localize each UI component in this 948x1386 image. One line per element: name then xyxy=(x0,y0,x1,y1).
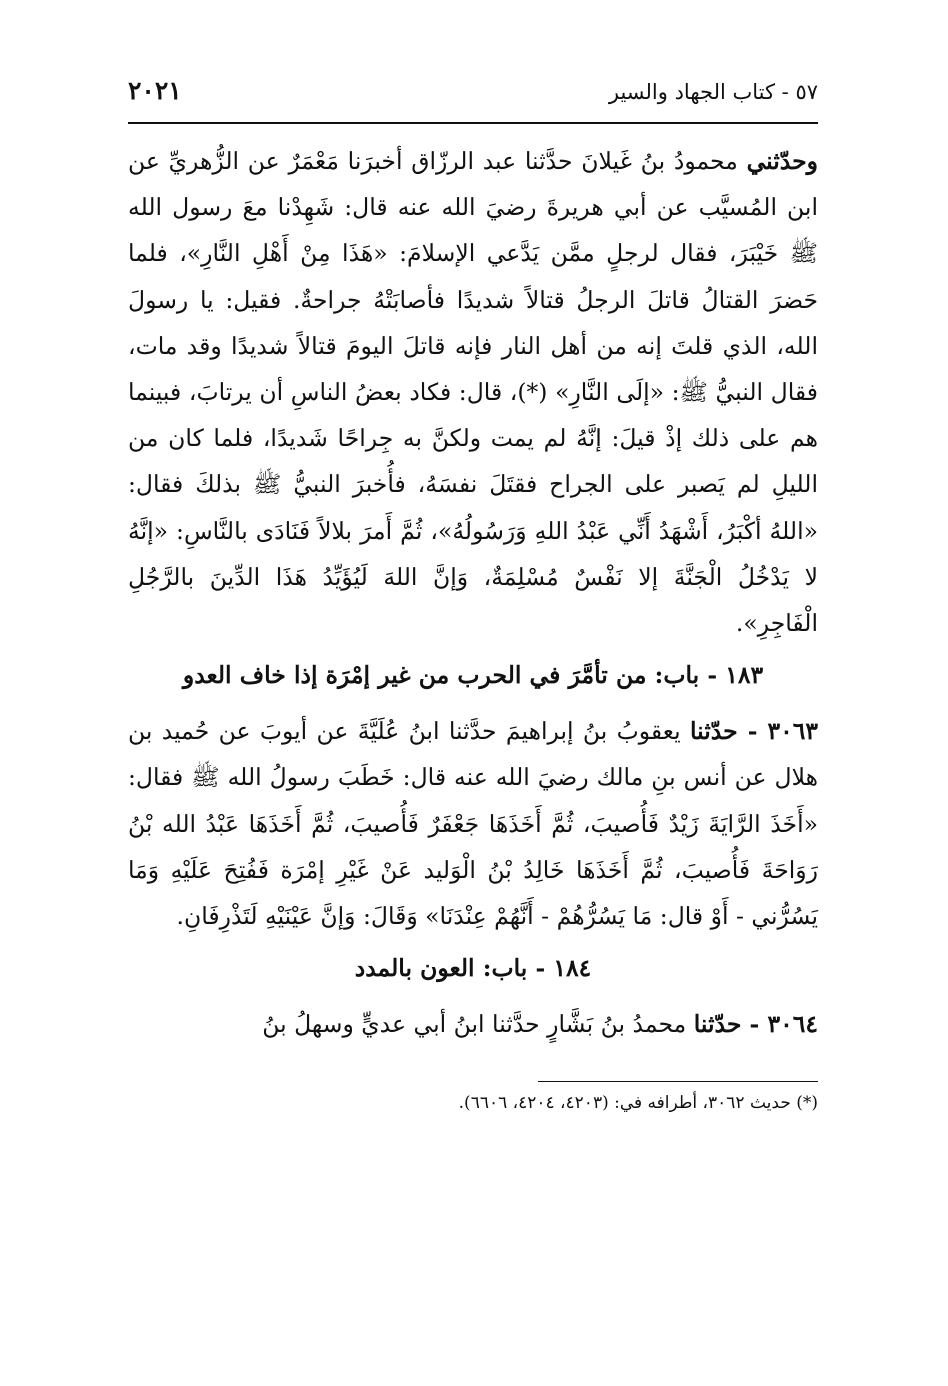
hadith-text: يعقوبُ بنُ إبراهيمَ حدَّثنا ابنُ عُلَيَّةَ عن أيوبَ عن حُميد بن هلال عن أنس بنِ مالك رضيَ الله عنه قال: خَطَبَ رسولُ الله ﷺ فقال: «أَخَذَ الرَّايَةَ زَيْدٌ فَأُصيبَ، ثُمَّ أَخَذَهَا جَعْفَرٌ فَأُصيبَ، ثُمَّ أَخَذَهَا عَبْدُ الله بْنُ رَوَاحَةَ فَأُصيبَ، ثُمَّ أَخَذَهَا خَالِدُ بْنُ الْوَليد عَنْ غَيْرِ إمْرَة فَفُتِحَ عَلَيْهِ وَمَا يَسُرُّني - أَوْ قال: مَا يَسُرُّهُمْ - أَنَّهُمْ عِنْدَنَا» وَقَالَ: وَإنَّ عَيْنَيْهِ لَتَذْرِفَانِ. xyxy=(128,717,818,931)
hadith-paragraph xyxy=(128,1001,818,1047)
running-title: ٥٧ - كتاب الجهاد والسير xyxy=(608,80,818,104)
hadith-paragraph xyxy=(128,708,818,939)
header-rule xyxy=(128,122,818,124)
chapter-heading: ١٨٣ - باب: من تأمَّرَ في الحرب من غير إمْرَة إذا خاف العدو xyxy=(182,661,764,690)
book-page xyxy=(128,70,818,1118)
footnote-rule xyxy=(538,1081,818,1082)
page-header xyxy=(128,70,818,122)
hadith-paragraph xyxy=(128,138,818,646)
page-number: ٢٠٢١ xyxy=(128,76,182,105)
hadith-lead: ٣٠٦٣ - حدّثنا xyxy=(690,717,818,746)
hadith-lead: ٣٠٦٤ - حدّثنا xyxy=(693,1010,818,1039)
footnote: (*) حديث ٣٠٦٢، أطرافه في: (٤٢٠٣، ٤٢٠٤، ٦٦٠٦). xyxy=(458,1093,818,1114)
chapter-heading: ١٨٤ - باب: العون بالمدد xyxy=(354,954,592,983)
hadith-lead: وحدّثني xyxy=(746,147,818,175)
hadith-text: محمدُ بنُ بَشَّارٍ حدَّثنا ابنُ أبي عديٍّ وسهلُ بنُ xyxy=(262,1010,687,1039)
hadith-text: محمودُ بنُ غَيلانَ حدَّثنا عبد الرزّاق أخبرَنا مَعْمَرٌ عن الزُّهريِّ عن ابن المُسيَّب عن أبي هريرةَ رضيَ الله عنه قال: شَهِدْنا معَ رسول الله ﷺ خَيْبَرَ، فقال لرجلٍ ممَّن يَدَّعي الإسلامَ: «هَذَا مِنْ أَهْلِ النَّارِ»، فلما حَضرَ القتالُ قاتلَ الرجلُ قتالاً شديدًا فأصابَتْهُ جراحةٌ. فقيل: يا رسولَ الله، الذي قلتَ إنه من أهل النار فإنه قاتلَ اليومَ قتالاً شديدًا وقد مات، فقال النبيُّ ﷺ: «إلَى النَّارِ» (*)، قال: فكاد بعضُ الناسِ أن يرتابَ، فبينما هم على ذلك إذْ قيلَ: إنَّهُ لم يمت ولكنَّ به جِراحًا شَديدًا، فلما كان من الليلِ لم يَصبر على الجراح فقتَلَ نفسَهُ، فأُخبرَ النبيُّ ﷺ بذلكَ فقال: «اللهُ أكْبَرُ، أَشْهَدُ أَنِّي عَبْدُ اللهِ وَرَسُولُهُ»، ثُمَّ أَمرَ بلالاً فَنَادَى بالنَّاسِ: «إنَّهُ لا يَدْخُلُ الْجَنَّةَ إلا نَفْسٌ مُسْلِمَةٌ، وَإنَّ اللهَ لَيُؤَيِّدُ هَذَا الدِّينَ بالرَّجُلِ الْفَاجِرِ». xyxy=(128,147,818,638)
